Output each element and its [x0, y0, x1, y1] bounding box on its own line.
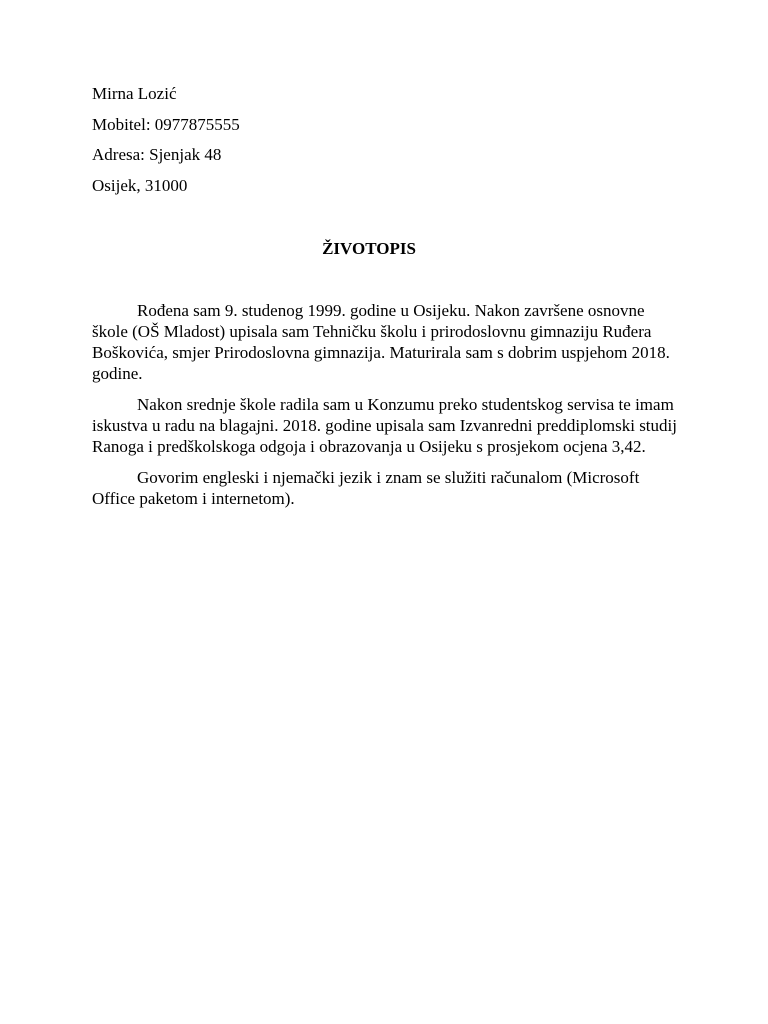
paragraph-experience: Nakon srednje škole radila sam u Konzumu preko studentskog servisa te imam iskustva u radu na blagajni. 2018. godine upisala sam Izvanredni preddiplomski studij Ranoga i predškolskoga odgoja i obrazovanja u Osijeku s prosjekom ocjena 3,42. — [92, 395, 677, 456]
contact-block — [92, 84, 692, 206]
contact-phone: Mobitel: 0977875555 — [92, 114, 240, 134]
document-title: ŽIVOTOPIS — [322, 239, 416, 258]
paragraph-education: Rođena sam 9. studenog 1999. godine u Osijeku. Nakon završene osnovne škole (OŠ Mladost) upisala sam Tehničku školu i prirodoslovnu gimnaziju Ruđera Boškovića, smjer Prirodoslovna gimnazija. Maturirala sam s dobrim uspjehom 2018. godine. — [92, 301, 670, 383]
paragraph-skills: Govorim engleski i njemački jezik i znam se služiti računalom (Microsoft Office paketom i internetom). — [92, 468, 640, 508]
contact-name: Mirna Lozić — [92, 84, 177, 103]
contact-address: Adresa: Sjenjak 48 — [92, 145, 222, 164]
document-body — [92, 300, 682, 519]
contact-city: Osijek, 31000 — [92, 175, 188, 195]
